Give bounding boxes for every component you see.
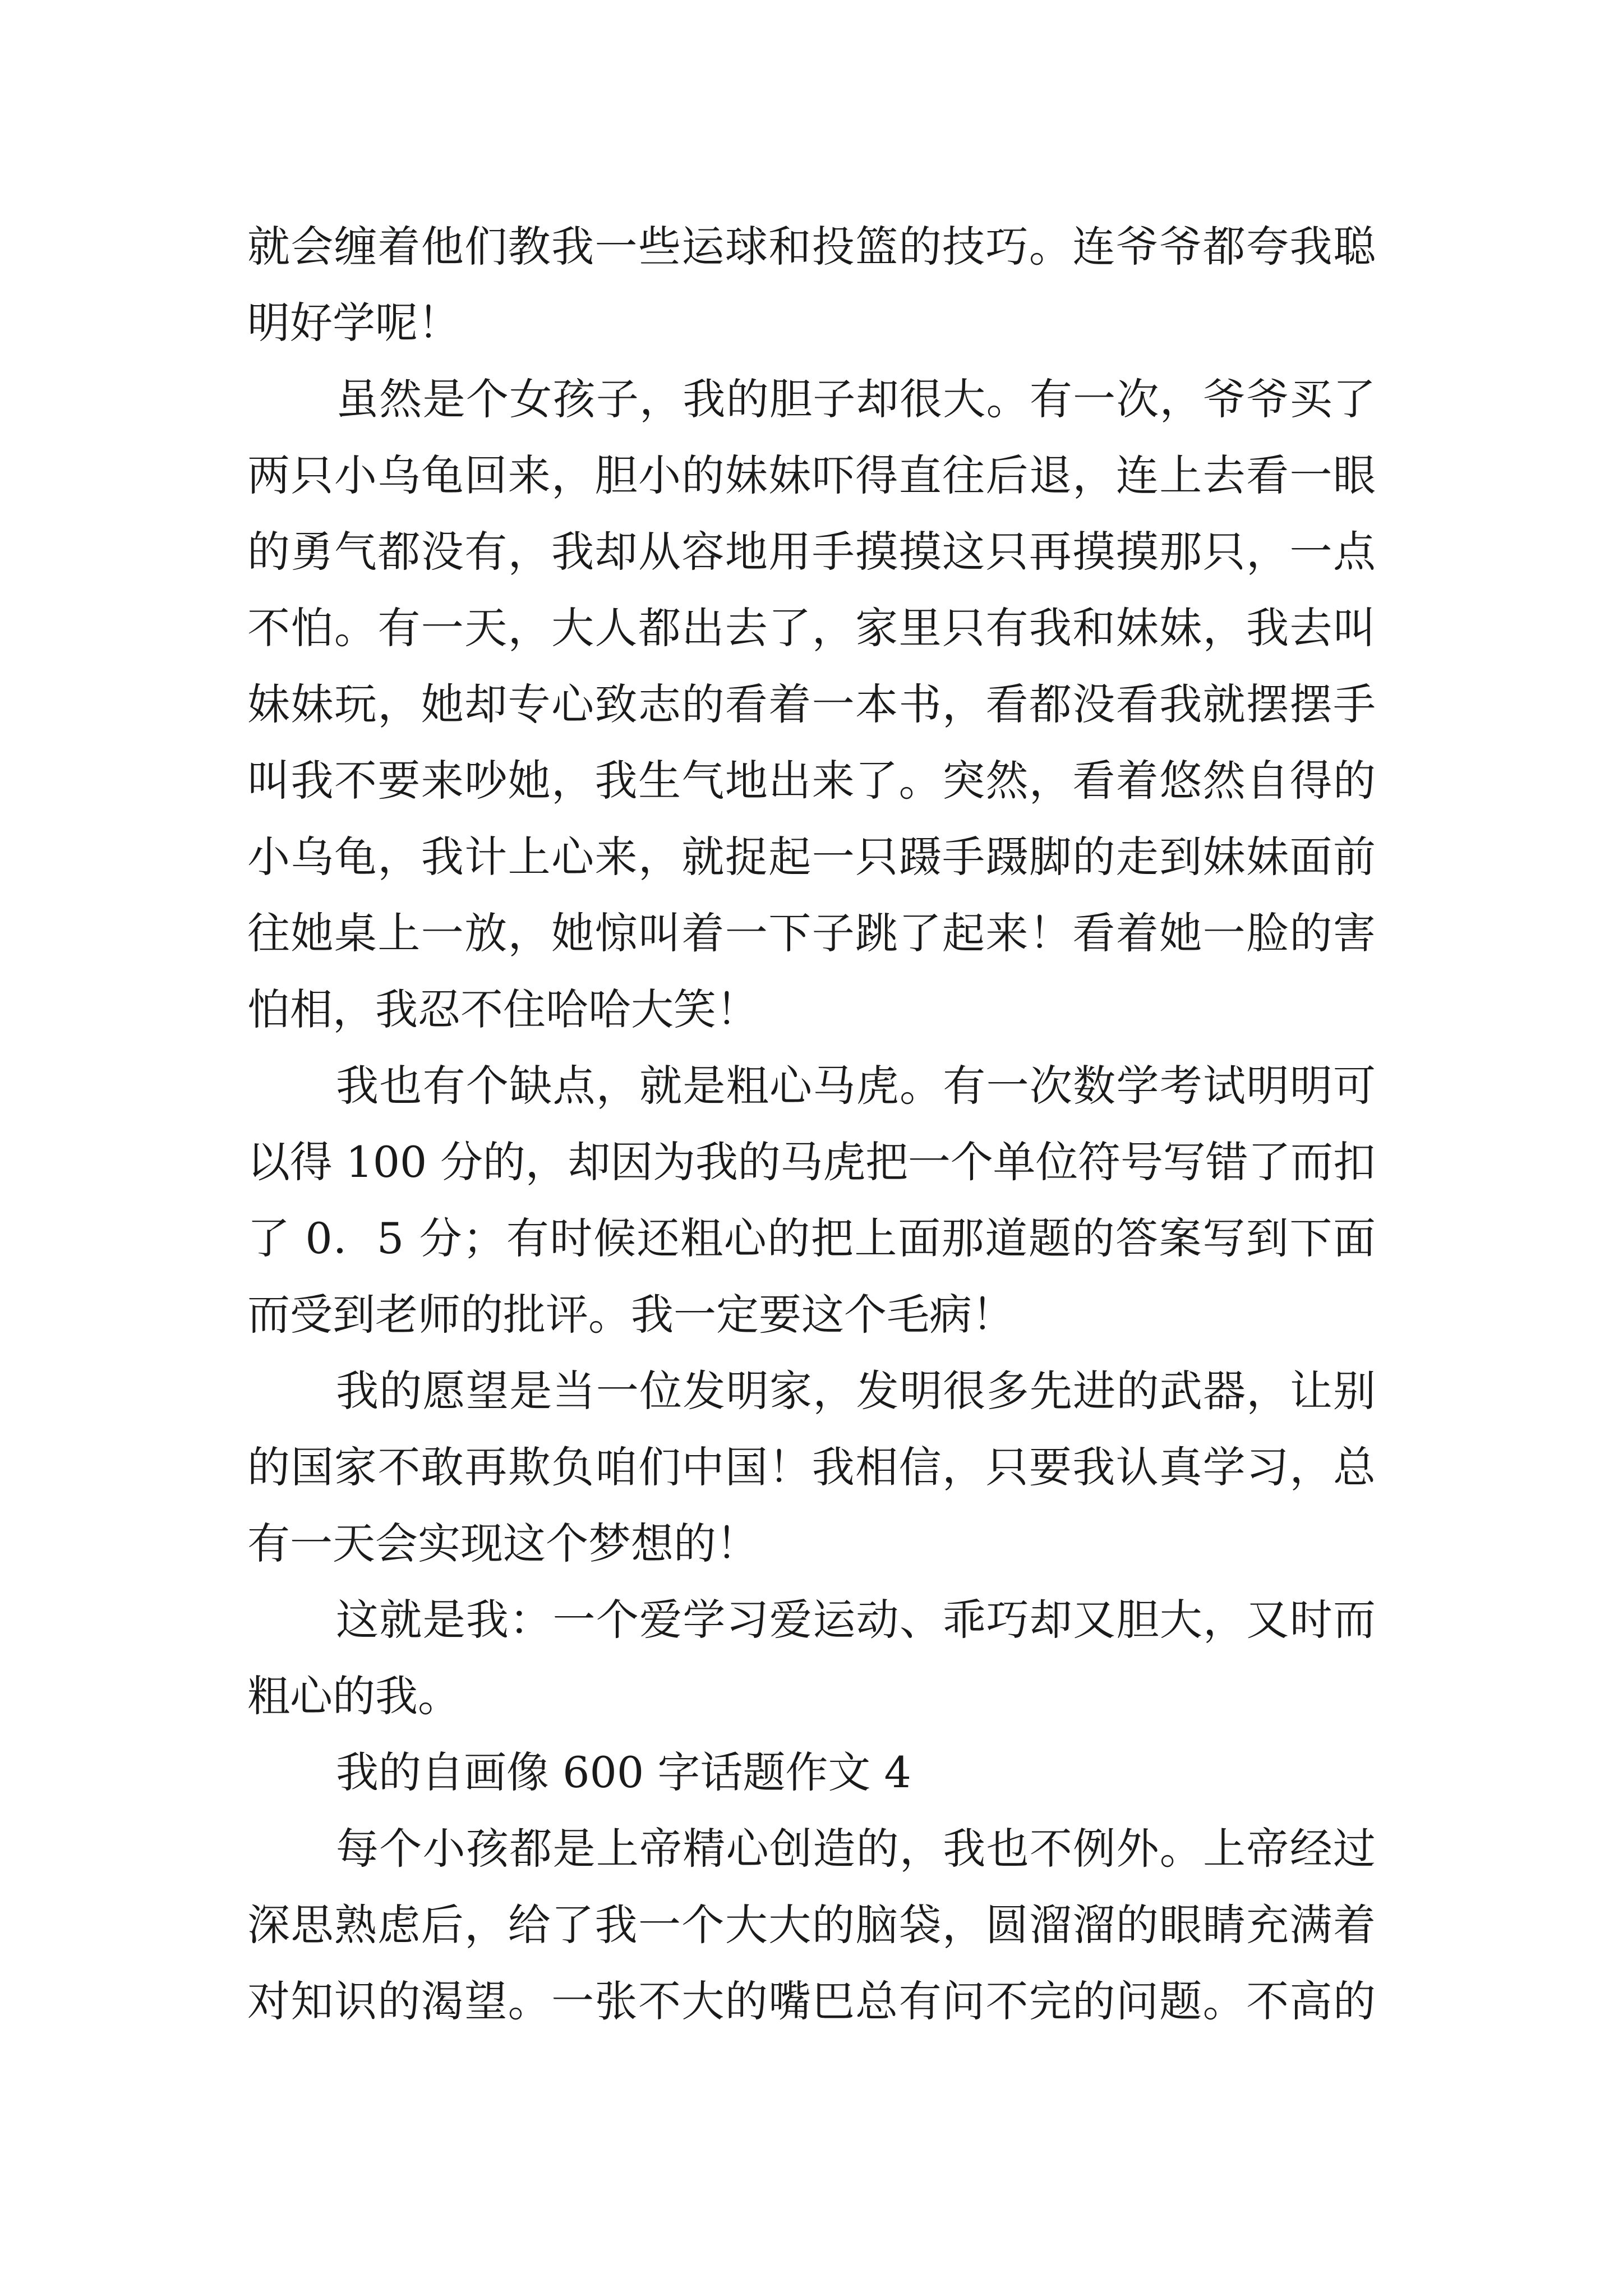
text-line-6-content: 不怕。有一天，大人都出去了，家里只有我和妹妹，我去叫 [247, 603, 1377, 653]
section-heading-text: 我的自画像 600 字话题作文 4 [336, 1747, 911, 1797]
text-line-1 [0, 208, 1623, 286]
text-line-7 [0, 665, 1623, 744]
text-line-23-content: 深思熟虑后，给了我一个大大的脑袋，圆溜溜的眼睛充满着 [247, 1900, 1377, 1950]
text-line-3 [0, 360, 1623, 439]
text-line-19 [0, 1581, 1623, 1659]
text-line-10 [0, 894, 1623, 973]
text-line-9-content: 小乌龟，我计上心来，就捉起一只蹑手蹑脚的走到妹妹面前 [247, 832, 1377, 882]
text-line-14-content: 了 0．5 分；有时候还粗心的把上面那道题的答案写到下面 [247, 1213, 1377, 1263]
text-line-17 [0, 1428, 1623, 1507]
text-line-22 [0, 1810, 1623, 1888]
text-line-20 [0, 1657, 1623, 1736]
text-line-8-content: 叫我不要来吵她，我生气地出来了。突然，看着悠然自得的 [247, 756, 1377, 806]
text-line-24-content: 对知识的渴望。一张不大的嘴巴总有问不完的问题。不高的 [247, 1976, 1377, 2026]
text-line-17-content: 的国家不敢再欺负咱们中国！我相信，只要我认真学习，总 [247, 1442, 1377, 1492]
text-line-1-content: 就会缠着他们教我一些运球和投篮的技巧。连爷爷都夸我聪 [247, 222, 1377, 272]
text-line-12-content: 我也有个缺点，就是粗心马虎。有一次数学考试明明可 [336, 1061, 1377, 1111]
text-line-12 [0, 1047, 1623, 1125]
text-line-14 [0, 1199, 1623, 1278]
section-heading [0, 1733, 1623, 1812]
text-line-18-content: 有一天会实现这个梦想的！ [247, 1519, 759, 1568]
text-line-4 [0, 436, 1623, 515]
text-line-7-content: 妹妹玩，她却专心致志的看着一本书，看都没看我就摆摆手 [247, 679, 1377, 729]
text-line-4-content: 两只小乌龟回来，胆小的妹妹吓得直往后退，连上去看一眼 [247, 450, 1377, 500]
text-line-13-content: 以得 100 分的，却因为我的马虎把一个单位符号写错了而扣 [247, 1137, 1376, 1187]
text-line-23 [0, 1886, 1623, 1964]
text-line-24 [0, 1962, 1623, 2041]
text-line-15 [0, 1276, 1623, 1354]
text-line-5-content: 的勇气都没有，我却从容地用手摸摸这只再摸摸那只，一点 [247, 527, 1377, 577]
text-line-16-content: 我的愿望是当一位发明家，发明很多先进的武器，让别 [336, 1366, 1377, 1416]
text-line-2-content: 明好学呢！ [247, 298, 460, 348]
text-line-5 [0, 513, 1623, 591]
text-line-15-content: 而受到老师的批评。我一定要这个毛病！ [247, 1290, 1015, 1340]
text-line-6 [0, 589, 1623, 668]
text-line-19-content: 这就是我：一个爱学习爱运动、乖巧却又胆大，又时而 [336, 1595, 1377, 1645]
text-line-9 [0, 818, 1623, 896]
text-line-16 [0, 1352, 1623, 1430]
text-line-2 [0, 284, 1623, 362]
text-line-11 [0, 970, 1623, 1049]
text-line-11-content: 怕相，我忍不住哈哈大笑！ [247, 984, 759, 1034]
text-line-22-content: 每个小孩都是上帝精心创造的，我也不例外。上帝经过 [336, 1824, 1377, 1874]
text-line-10-content: 往她桌上一放，她惊叫着一下子跳了起来！看着她一脸的害 [247, 908, 1377, 958]
text-line-8 [0, 742, 1623, 820]
text-line-18 [0, 1504, 1623, 1583]
text-line-13 [0, 1123, 1623, 1202]
text-line-20-content: 粗心的我。 [247, 1671, 460, 1721]
text-line-3-content: 虽然是个女孩子，我的胆子却很大。有一次，爷爷买了 [336, 374, 1377, 424]
